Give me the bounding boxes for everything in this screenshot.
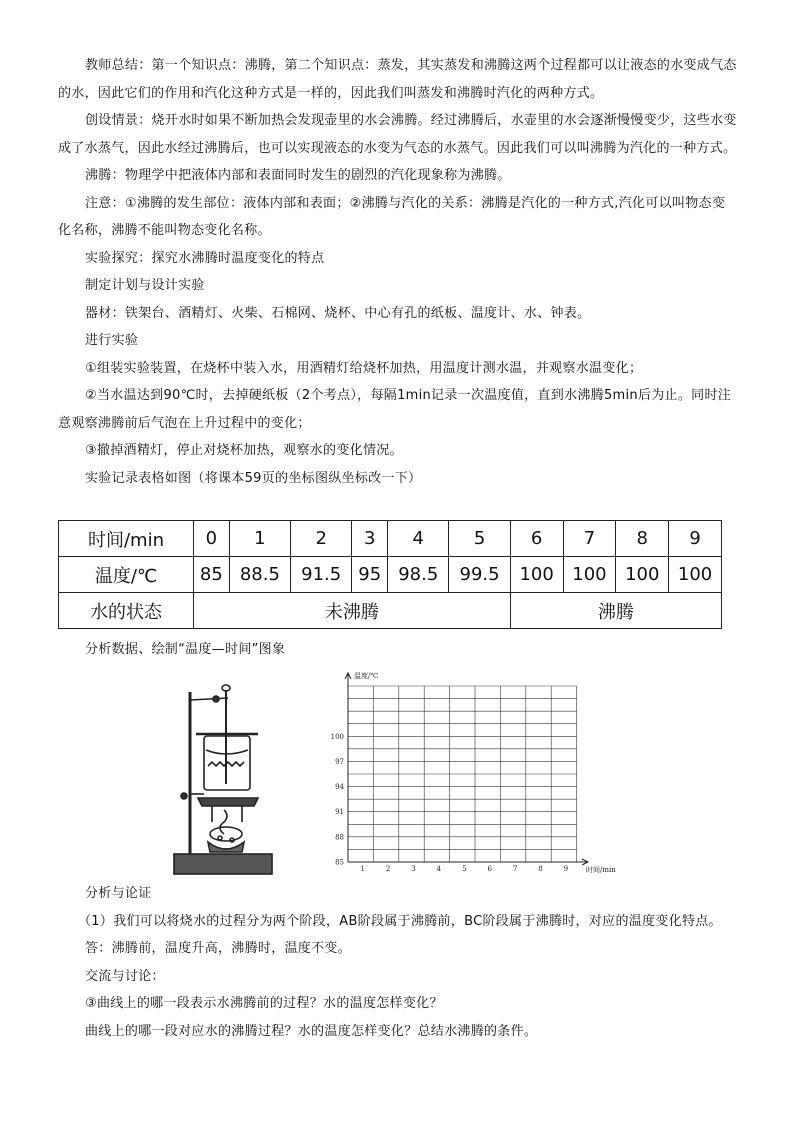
temp-cell: 100 (616, 557, 669, 593)
y-axis-label: 温度/℃ (354, 672, 379, 680)
temp-cell: 98.5 (388, 557, 449, 593)
equipment: 器材：铁架台、酒精灯、火柴、石棉网、烧杯、中心有孔的纸板、温度计、水、钟表。 (85, 305, 591, 321)
x-tick-label: 4 (436, 865, 442, 873)
document-body (58, 52, 738, 492)
y-tick-label: 91 (335, 808, 344, 817)
time-cell: 9 (669, 521, 722, 557)
x-tick-label: 3 (411, 865, 416, 873)
x-tick-label: 5 (462, 865, 467, 873)
temp-cell: 91.5 (291, 557, 352, 593)
temp-header: 温度/℃ (59, 557, 194, 593)
boiling-definition: 沸腾：物理学中把液体内部和表面同时发生的剧烈的汽化现象称为沸腾。 (85, 168, 511, 183)
scenario: 创设情景：烧开水时如果不断加热会发现壶里的水会沸腾。经过沸腾后，水壶里的水会逐渐慢慢变少，这些水变成了水蒸气，因此水经过沸腾后，也可以实现液态的水变为气态的水蒸气。因此我们可以叫沸腾为汽化的一种方式。 (58, 113, 737, 156)
analysis-heading: 分析与论证 (85, 886, 152, 901)
y-tick-label: 100 (330, 732, 344, 741)
state-not-boiling: 未沸腾 (194, 593, 511, 629)
step-2: ②当水温达到90℃时，去掉硬纸板（2个考点），每隔1min记录一次温度值，直到水沸腾5min后为止。同时注意观察沸腾前后气泡在上升过程中的变化； (58, 388, 732, 431)
time-cell: 1 (229, 521, 290, 557)
analysis-section (58, 880, 748, 1045)
y-tick-label: 94 (335, 783, 344, 792)
x-tick-label: 1 (360, 865, 365, 873)
x-tick-label: 2 (385, 865, 391, 873)
time-row (59, 521, 722, 557)
y-tick-label: 85 (335, 858, 344, 867)
time-header: 时间/min (59, 521, 194, 557)
plan-heading: 制定计划与设计实验 (85, 278, 205, 293)
temp-cell: 100 (510, 557, 563, 593)
y-tick-label: 88 (335, 833, 344, 842)
analysis-q1: （1）我们可以将烧水的过程分为两个阶段，AB阶段属于沸腾前，BC阶段属于沸腾时，对应的温度变化特点。 (78, 913, 722, 929)
temp-cell: 85 (194, 557, 230, 593)
figures (0, 670, 794, 880)
discussion-heading: 交流与讨论： (85, 968, 165, 984)
state-header: 水的状态 (59, 593, 194, 629)
boiling-note: 注意：①沸腾的发生部位：液体内部和表面；②沸腾与汽化的关系：沸腾是汽化的一种方式,汽化可以叫物态变化名称，沸腾不能叫物态变化名称。 (58, 195, 726, 238)
temp-cell: 100 (563, 557, 616, 593)
discussion-q3: ③曲线上的哪一段表示水沸腾前的过程？水的温度怎样变化？ (85, 996, 443, 1011)
time-cell: 4 (388, 521, 449, 557)
teacher-summary: 教师总结：第一个知识点：沸腾，第二个知识点：蒸发，其实蒸发和沸腾这两个过程都可以让液态的水变成气态的水，因此它们的作用和汽化这种方式是一样的，因此我们叫蒸发和沸腾时汽化的两种方式。 (58, 58, 737, 101)
time-cell: 6 (510, 521, 563, 557)
x-tick-label: 6 (487, 865, 492, 873)
time-cell: 5 (449, 521, 510, 557)
x-tick-label: 7 (512, 865, 518, 873)
x-axis-label: 时间/min (586, 866, 616, 874)
state-row (59, 593, 722, 629)
time-cell: 2 (291, 521, 352, 557)
boiling-apparatus-illustration (168, 676, 298, 886)
temp-cell: 100 (669, 557, 722, 593)
table-caption: 实验记录表格如图（将课本59页的坐标图纵坐标改一下） (85, 470, 422, 486)
time-cell: 8 (616, 521, 669, 557)
x-tick-label: 8 (538, 865, 543, 873)
temp-cell: 88.5 (229, 557, 290, 593)
chart-grid (348, 686, 577, 862)
temp-cell: 99.5 (449, 557, 510, 593)
time-cell: 7 (563, 521, 616, 557)
x-tick-label: 9 (563, 865, 569, 873)
temp-row (59, 557, 722, 593)
discussion-q4: 曲线上的哪一段对应水的沸腾过程？水的温度怎样变化？总结水沸腾的条件。 (85, 1023, 538, 1039)
analysis-answer: 答：沸腾前，温度升高，沸腾时，温度不变。 (85, 941, 352, 956)
y-tick-label: 97 (335, 757, 344, 766)
temp-cell: 95 (352, 557, 388, 593)
state-boiling: 沸腾 (510, 593, 721, 629)
procedure-heading: 进行实验 (85, 333, 139, 348)
temperature-time-chart (330, 670, 620, 880)
time-cell: 0 (194, 521, 230, 557)
record-table (58, 520, 722, 629)
experiment-title: 实验探究：探究水沸腾时温度变化的特点 (85, 250, 325, 266)
step-1: ①组装实验装置，在烧杯中装入水，用酒精灯给烧杯加热，用温度计测水温，并观察水温变化； (85, 360, 643, 376)
graph-caption: 分析数据、绘制“温度—时间”图象 (85, 642, 286, 657)
time-cell: 3 (352, 521, 388, 557)
step-3: ③撤掉酒精灯，停止对烧杯加热，观察水的变化情况。 (85, 443, 403, 458)
